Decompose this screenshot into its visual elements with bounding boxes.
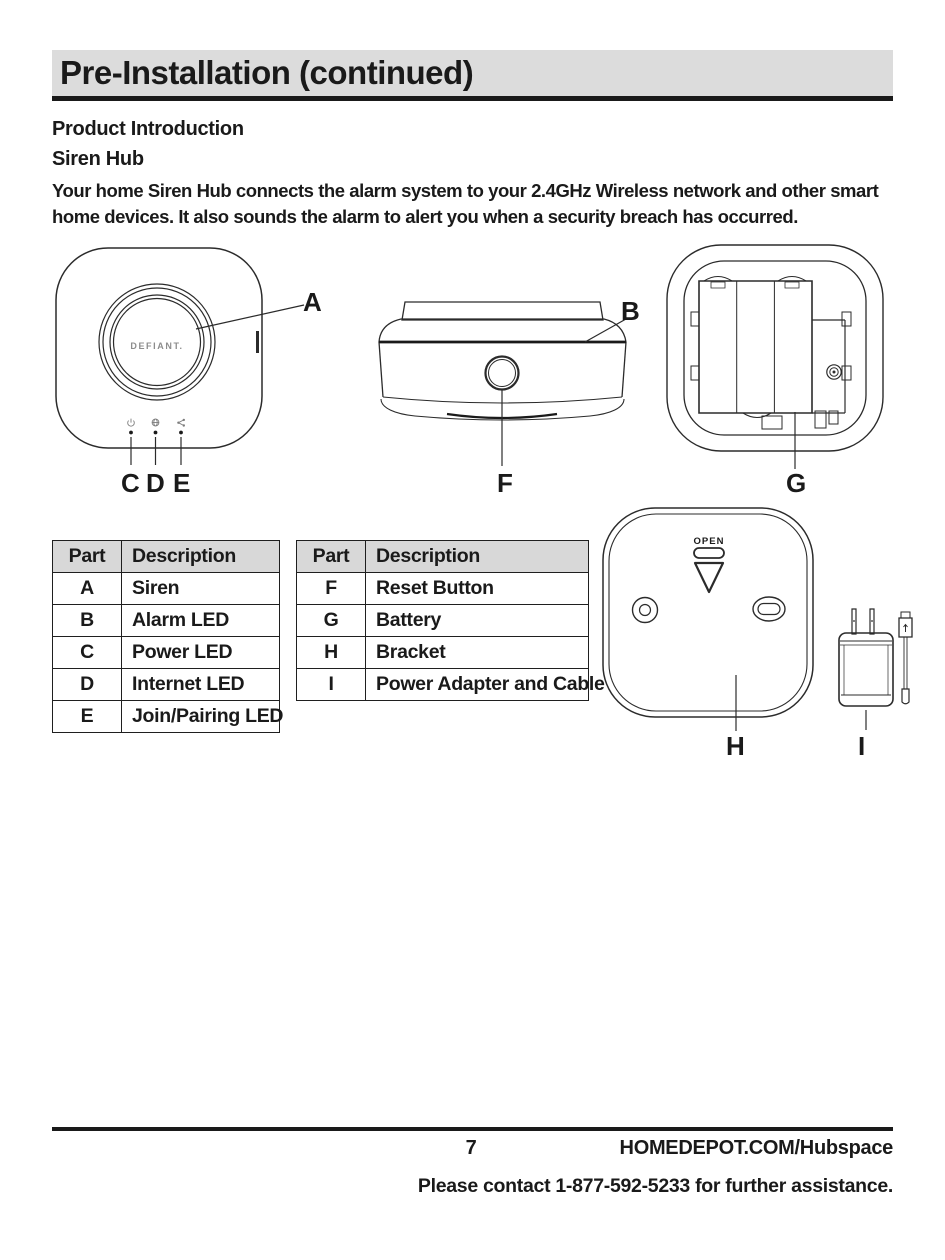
pairing-led-icon — [177, 419, 185, 427]
callout-f: F — [497, 468, 513, 498]
table-row — [297, 637, 589, 669]
clip — [842, 366, 851, 380]
parts-table-right — [296, 540, 605, 701]
description-cell: Internet LED — [122, 669, 280, 701]
callout-i: I — [858, 731, 865, 761]
power-led-dot — [129, 431, 133, 435]
usb-cable — [899, 612, 912, 704]
battery-pack — [699, 277, 812, 430]
description-cell: Bracket — [366, 637, 589, 669]
top-lip — [402, 302, 603, 320]
callout-d: D — [146, 468, 165, 498]
description-cell: Alarm LED — [122, 605, 280, 637]
power-adapter — [839, 609, 893, 706]
description-cell: Reset Button — [366, 573, 589, 605]
table-row — [297, 669, 589, 701]
internet-led-icon — [152, 419, 159, 426]
power-led-icon — [128, 419, 135, 427]
part-cell: E — [53, 701, 122, 733]
body-right-edge — [622, 342, 626, 397]
description-header: Description — [366, 541, 589, 573]
defiant-logo: DEFIANT. — [130, 341, 184, 351]
callout-b: B — [621, 296, 640, 326]
description-cell: Power LED — [122, 637, 280, 669]
leader-line-b — [585, 319, 626, 342]
footer-rule — [52, 1127, 893, 1131]
bracket-and-adapter-view — [598, 503, 920, 735]
table-header-row — [53, 541, 280, 573]
part-cell: F — [297, 573, 366, 605]
table-row — [53, 637, 280, 669]
footer-support-line: Please contact 1-877-592-5233 for further assistance. — [417, 1175, 893, 1197]
table-header-row — [297, 541, 589, 573]
description-cell: Battery — [366, 605, 589, 637]
callout-g: G — [786, 468, 806, 498]
page-number: 7 — [465, 1137, 477, 1159]
parts-table-left — [52, 540, 284, 733]
table-row — [53, 669, 280, 701]
callout-c: C — [121, 468, 140, 498]
callout-e: E — [173, 468, 190, 498]
part-cell: I — [297, 669, 366, 701]
table-row — [53, 573, 280, 605]
leader-line-a — [196, 305, 304, 329]
table-row — [53, 701, 280, 733]
description-cell: Join/Pairing LED — [122, 701, 280, 733]
table-row — [297, 573, 589, 605]
clip — [842, 312, 851, 326]
part-cell: H — [297, 637, 366, 669]
clip — [691, 366, 699, 380]
battery-compartment-view — [663, 242, 888, 474]
part-cell: A — [53, 573, 122, 605]
callout-a: A — [303, 287, 322, 317]
mount-hole-round — [633, 598, 658, 623]
body-shoulders — [379, 319, 626, 342]
open-label: OPEN — [693, 536, 725, 547]
intro-paragraph: Your home Siren Hub connects the alarm system to your 2.4GHz Wireless network and other smart home devices. It also sounds the alarm to alert you when a security breach has occurred. — [52, 180, 879, 227]
siren-hub-front-view — [52, 243, 342, 498]
table-row — [297, 605, 589, 637]
mount-hole-oval — [753, 597, 785, 621]
pairing-led-dot — [179, 431, 183, 435]
screw — [827, 365, 841, 379]
internet-led-dot — [154, 431, 158, 435]
reset-button-inner — [489, 360, 516, 387]
description-header: Description — [122, 541, 280, 573]
page-title: Pre-Installation (continued) — [60, 54, 474, 91]
clip — [691, 312, 699, 326]
body-left-edge — [379, 342, 383, 397]
section-title: Product Introduction — [52, 118, 244, 140]
siren-hub-side-view — [375, 296, 640, 476]
subsection-title: Siren Hub — [52, 148, 144, 170]
part-cell: B — [53, 605, 122, 637]
open-arrow — [695, 563, 723, 592]
part-header: Part — [53, 541, 122, 573]
part-cell: D — [53, 669, 122, 701]
open-slot — [694, 548, 724, 558]
part-cell: G — [297, 605, 366, 637]
section-header-bar — [52, 50, 893, 101]
part-header: Part — [297, 541, 366, 573]
reset-button — [486, 357, 519, 390]
description-cell: Siren — [122, 573, 280, 605]
description-cell: Power Adapter and Cable — [366, 669, 589, 701]
footer-website: HOMEDEPOT.COM/Hubspace — [619, 1137, 893, 1159]
table-row — [53, 605, 280, 637]
part-cell: C — [53, 637, 122, 669]
callout-h: H — [726, 731, 745, 761]
